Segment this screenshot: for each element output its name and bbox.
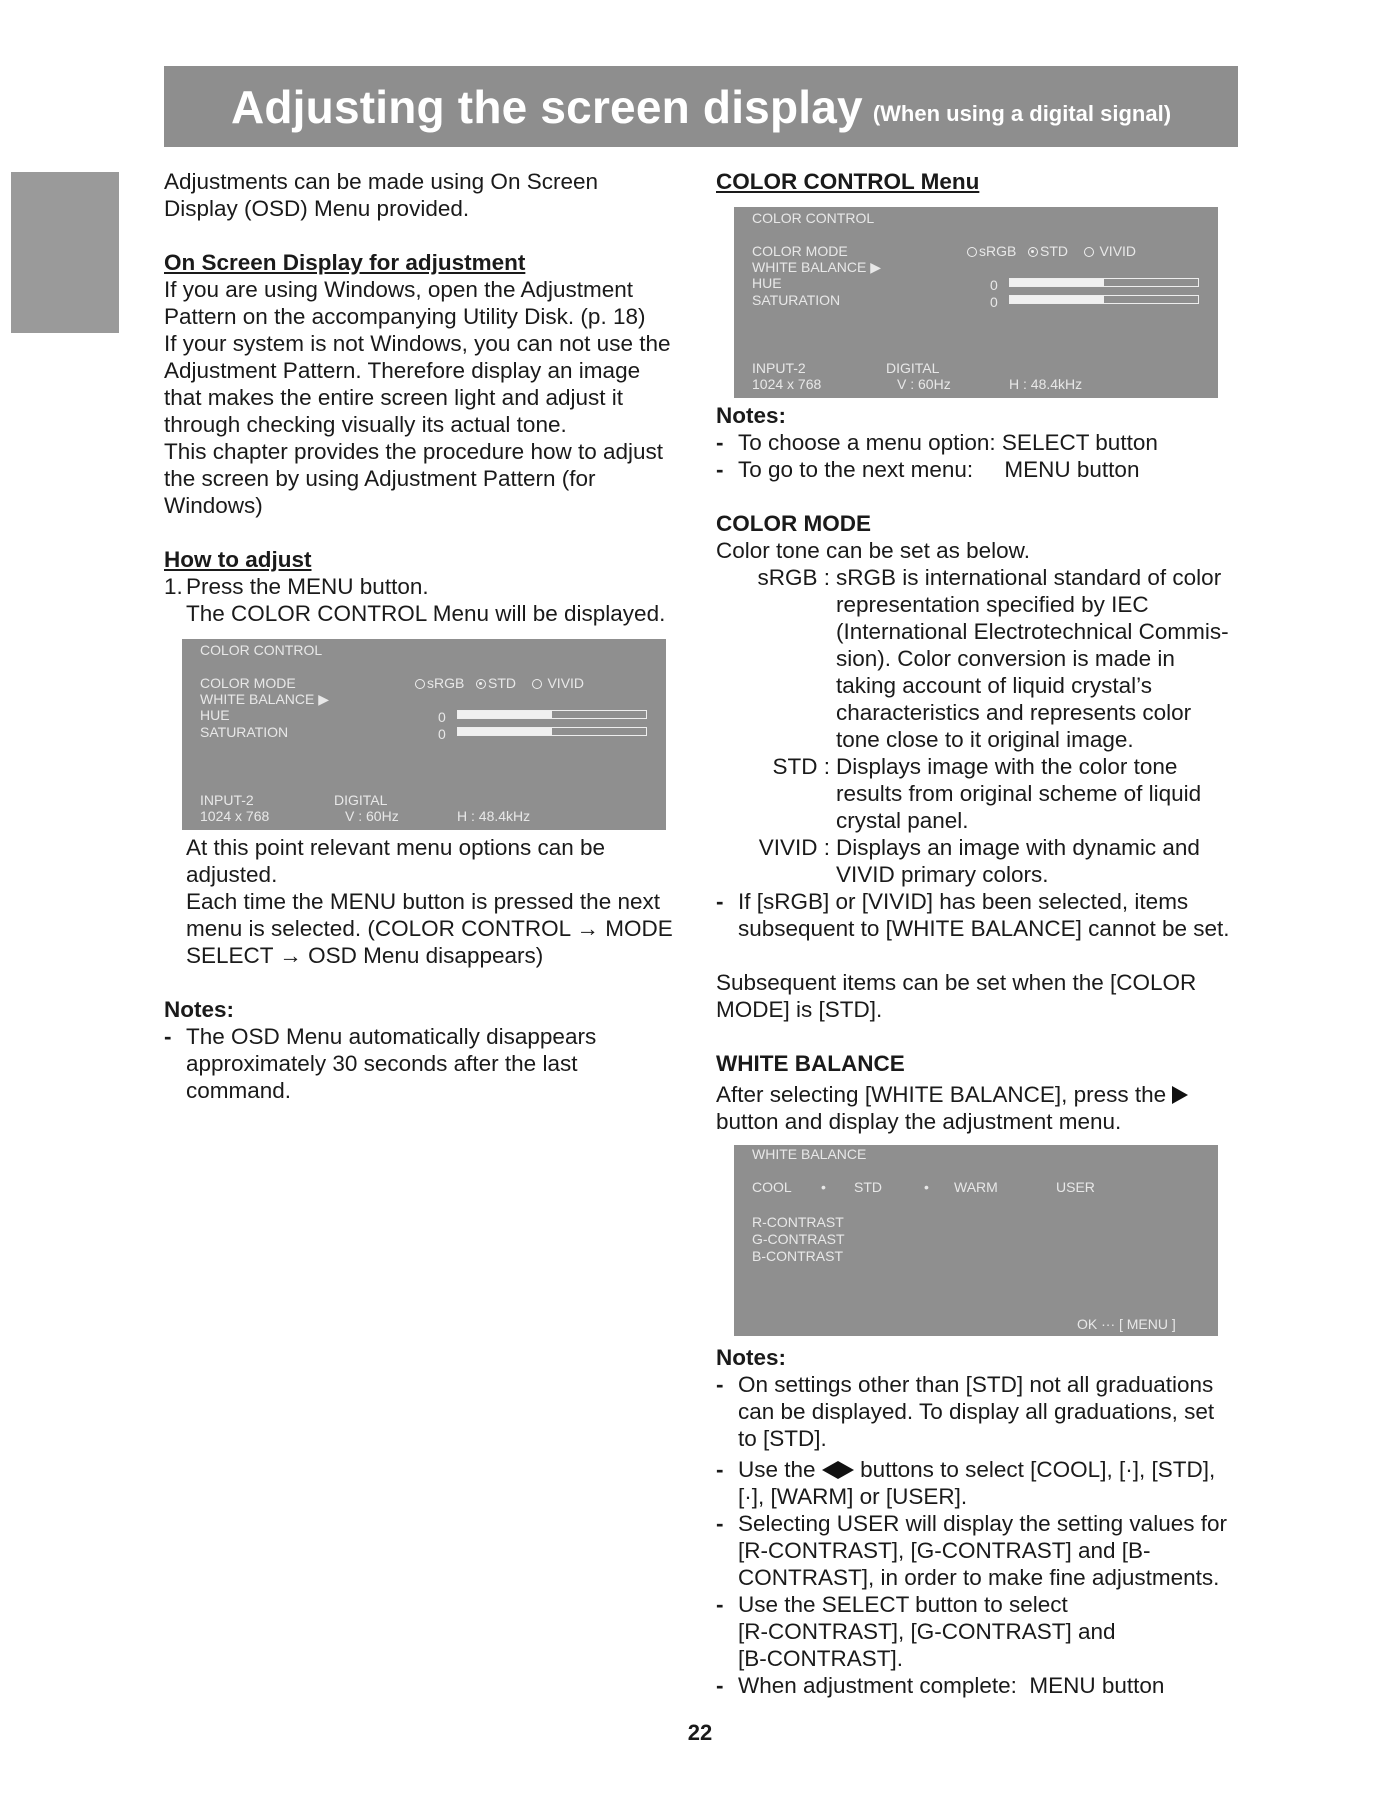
note-item: - On settings other than [STD] not all graduations can be displayed. To display all graduations, set to [STD]. [716, 1372, 1215, 1451]
radio-selected-icon [1028, 247, 1038, 257]
hue-value: 0 [438, 709, 446, 725]
sat-value: 0 [990, 294, 998, 310]
wb-warm: WARM [954, 1179, 998, 1195]
hue-bar [1009, 278, 1199, 287]
left-column [164, 168, 684, 1104]
notes-heading: Notes: [164, 997, 235, 1022]
body-line: that makes the entire screen light and adjust it [164, 385, 624, 410]
osd-color-mode: COLOR MODE [752, 243, 848, 259]
body-line: Each time the MENU button is pressed the next [186, 889, 660, 914]
wb-std: STD [854, 1179, 882, 1195]
osd-color-control-screen [182, 639, 666, 830]
osd-heading: On Screen Display for adjustment [164, 250, 526, 275]
note-line: [B-CONTRAST]. [738, 1646, 904, 1671]
note-item: - If [sRGB] or [VIVID] has been selected, items subsequent to [WHITE BALANCE] cannot be set. [716, 889, 1230, 941]
osd-options [967, 243, 1136, 260]
mode-desc-line: VIVID primary colors. [836, 862, 1049, 887]
body-line: Adjustment Pattern. Therefore display an image [164, 358, 641, 383]
step-1 [164, 573, 684, 600]
note-line: Selecting USER will display the setting values for [738, 1511, 1227, 1536]
hue-bar [457, 710, 647, 719]
body-line: through checking visually its actual tone. [164, 412, 567, 437]
mode-vivid [716, 834, 1246, 888]
osd-resolution: 1024 x 768 [752, 376, 822, 392]
body-line: MODE] is [STD]. [716, 997, 883, 1022]
note-item: - To go to the next menu: MENU button [716, 457, 1140, 482]
note-line: Use the SELECT button to select [738, 1592, 1068, 1617]
opt-vivid: VIVID [1099, 243, 1137, 259]
note-line: command. [186, 1078, 292, 1103]
color-mode-intro: Color tone can be set as below. [716, 538, 1030, 563]
osd-title: COLOR CONTROL [200, 642, 323, 658]
note-line: When adjustment complete: MENU button [738, 1673, 1165, 1698]
mode-desc-line: (International Electrotechnical Commis- [836, 619, 1229, 644]
note-item: - The OSD Menu automatically disappears approximately 30 seconds after the last command. [164, 1024, 597, 1103]
mode-desc-line: sion). Color conversion is made in [836, 646, 1175, 671]
wb-ok-menu: OK ··· [ MENU ] [1077, 1316, 1176, 1332]
wb-g-contrast: G-CONTRAST [752, 1231, 845, 1247]
body-line: adjusted. [186, 862, 278, 887]
note-line: To choose a menu option: SELECT button [738, 430, 1158, 455]
sat-bar-fill [1010, 296, 1104, 303]
wb-intro-line: button and display the adjustment menu. [716, 1109, 1122, 1134]
sat-bar-fill [458, 728, 552, 735]
mode-term: STD : [772, 754, 830, 779]
note-line: subsequent to [WHITE BALANCE] cannot be set. [738, 916, 1230, 941]
osd-options [415, 675, 584, 692]
step-number: 1. [164, 574, 183, 599]
mode-desc-line: representation specified by IEC [836, 592, 1149, 617]
radio-selected-icon [476, 679, 486, 689]
note-line: If [sRGB] or [VIVID] has been selected, items [738, 889, 1189, 914]
osd-white-balance: WHITE BALANCE ▶ [200, 691, 330, 707]
osd-vfreq: V : 60Hz [897, 376, 951, 392]
cc-heading: COLOR CONTROL Menu [716, 169, 980, 194]
body-line: This chapter provides the procedure how to adjust [164, 439, 664, 464]
wb-user: USER [1056, 1179, 1095, 1195]
opt-srgb: sRGB [979, 243, 1017, 259]
note-line: to [STD]. [738, 1426, 827, 1451]
step-text: Press the MENU button. [186, 574, 429, 599]
mode-desc-line: taking account of liquid crystal’s [836, 673, 1152, 698]
body-line: At this point relevant menu options can be [186, 835, 606, 860]
left-arrow-icon [822, 1461, 838, 1479]
color-mode-heading: COLOR MODE [716, 511, 871, 536]
side-tab-marker [11, 172, 119, 333]
intro-line: Adjustments can be made using On Screen [164, 169, 598, 194]
radio-icon [415, 679, 425, 689]
mode-srgb [716, 564, 1246, 753]
note-item: - To choose a menu option: SELECT button [716, 430, 1158, 455]
note-item: - Selecting USER will display the setting values for [R-CONTRAST], [G-CONTRAST] and [B- CONTRAST], in order to make fine adjustments. [716, 1511, 1227, 1590]
osd-signal: DIGITAL [334, 792, 388, 808]
osd-vfreq: V : 60Hz [345, 808, 399, 824]
mode-term: VIVID : [758, 835, 830, 860]
sat-bar [457, 727, 647, 736]
osd-resolution: 1024 x 768 [200, 808, 270, 824]
right-column [716, 168, 1246, 1699]
hue-bar-fill [1010, 279, 1104, 286]
note-item: - When adjustment complete: MENU button [716, 1673, 1165, 1698]
radio-icon [532, 679, 542, 689]
mode-desc-line: Displays image with the color tone [836, 754, 1178, 779]
mode-term: sRGB : [757, 565, 830, 590]
white-balance-heading: WHITE BALANCE [716, 1051, 905, 1076]
osd-signal: DIGITAL [886, 360, 940, 376]
radio-icon [967, 247, 977, 257]
body-line: Pattern on the accompanying Utility Disk. (p. 18) [164, 304, 646, 329]
mode-desc-line: sRGB is international standard of color [836, 565, 1222, 590]
osd-title: COLOR CONTROL [752, 210, 875, 226]
note-line: [·], [WARM] or [USER]. [738, 1484, 968, 1509]
wb-dot-2: • [924, 1179, 929, 1195]
osd-white-balance: WHITE BALANCE ▶ [752, 259, 882, 275]
wb-dot-1: • [821, 1179, 826, 1195]
osd-hfreq: H : 48.4kHz [1009, 376, 1083, 392]
right-arrow-icon [1172, 1086, 1188, 1104]
radio-icon [1084, 247, 1094, 257]
opt-std: STD [1040, 243, 1069, 259]
note-line: The OSD Menu automatically disappears [186, 1024, 597, 1049]
note-line: [R-CONTRAST], [G-CONTRAST] and [B- [738, 1538, 1151, 1563]
body-line: SELECT → OSD Menu disappears) [186, 943, 544, 968]
mode-std [716, 753, 1246, 834]
notes-heading: Notes: [716, 1345, 787, 1370]
notes-heading: Notes: [716, 403, 787, 428]
note-line: [R-CONTRAST], [G-CONTRAST] and [738, 1619, 1116, 1644]
mode-desc-line: tone close to it original image. [836, 727, 1134, 752]
wb-b-contrast: B-CONTRAST [752, 1248, 843, 1264]
note-line: CONTRAST], in order to make fine adjustments. [738, 1565, 1220, 1590]
note-item: - Use the SELECT button to select [R-CONTRAST], [G-CONTRAST] and [B-CONTRAST]. [716, 1592, 1116, 1671]
opt-std: STD [488, 675, 517, 691]
sat-bar [1009, 295, 1199, 304]
osd-hue: HUE [752, 275, 782, 291]
note-line: On settings other than [STD] not all graduations [738, 1372, 1214, 1397]
right-arrow-icon [838, 1461, 854, 1479]
banner-title: Adjusting the screen display [230, 80, 863, 133]
osd-color-control-screen-2 [734, 207, 1218, 398]
body-line: Windows) [164, 493, 263, 518]
wb-r-contrast: R-CONTRAST [752, 1214, 844, 1230]
body-line: the screen by using Adjustment Pattern (for [164, 466, 596, 491]
osd-saturation: SATURATION [200, 724, 289, 740]
sat-value: 0 [438, 726, 446, 742]
hue-bar-fill [458, 711, 552, 718]
step-sub: The COLOR CONTROL Menu will be displayed. [186, 601, 666, 626]
osd-color-mode: COLOR MODE [200, 675, 296, 691]
howto-heading: How to adjust [164, 547, 312, 572]
hue-value: 0 [990, 277, 998, 293]
mode-desc-line: Displays an image with dynamic and [836, 835, 1200, 860]
note-line: can be displayed. To display all graduations, set [738, 1399, 1215, 1424]
wb-cool: COOL [752, 1179, 792, 1195]
osd-saturation: SATURATION [752, 292, 841, 308]
body-line: If you are using Windows, open the Adjustment [164, 277, 634, 302]
osd-hue: HUE [200, 707, 230, 723]
page-banner [164, 66, 1238, 147]
opt-srgb: sRGB [427, 675, 465, 691]
banner-subtitle: (When using a digital signal) [872, 100, 1172, 126]
page-number: 22 [687, 1720, 713, 1745]
mode-desc-line: results from original scheme of liquid [836, 781, 1202, 806]
wb-intro-line: After selecting [WHITE BALANCE], press the [716, 1081, 1246, 1108]
osd-hfreq: H : 48.4kHz [457, 808, 531, 824]
note-line: approximately 30 seconds after the last [186, 1051, 578, 1076]
body-line: If your system is not Windows, you can not use the [164, 331, 671, 356]
opt-vivid: VIVID [547, 675, 585, 691]
body-line: Subsequent items can be set when the [COLOR [716, 970, 1197, 995]
mode-desc-line: characteristics and represents color [836, 700, 1192, 725]
osd-input: INPUT-2 [200, 792, 254, 808]
body-line: menu is selected. (COLOR CONTROL → MODE [186, 916, 673, 941]
osd-white-balance-screen [734, 1145, 1218, 1336]
osd-input: INPUT-2 [752, 360, 806, 376]
note-item: - Use the buttons to select [COOL], [·], [STD], [·], [WARM] or [USER]. [716, 1457, 1216, 1509]
intro-line: Display (OSD) Menu provided. [164, 196, 470, 221]
mode-desc-line: crystal panel. [836, 808, 969, 833]
note-line: To go to the next menu: MENU button [738, 457, 1140, 482]
osd-title: WHITE BALANCE [752, 1146, 867, 1162]
